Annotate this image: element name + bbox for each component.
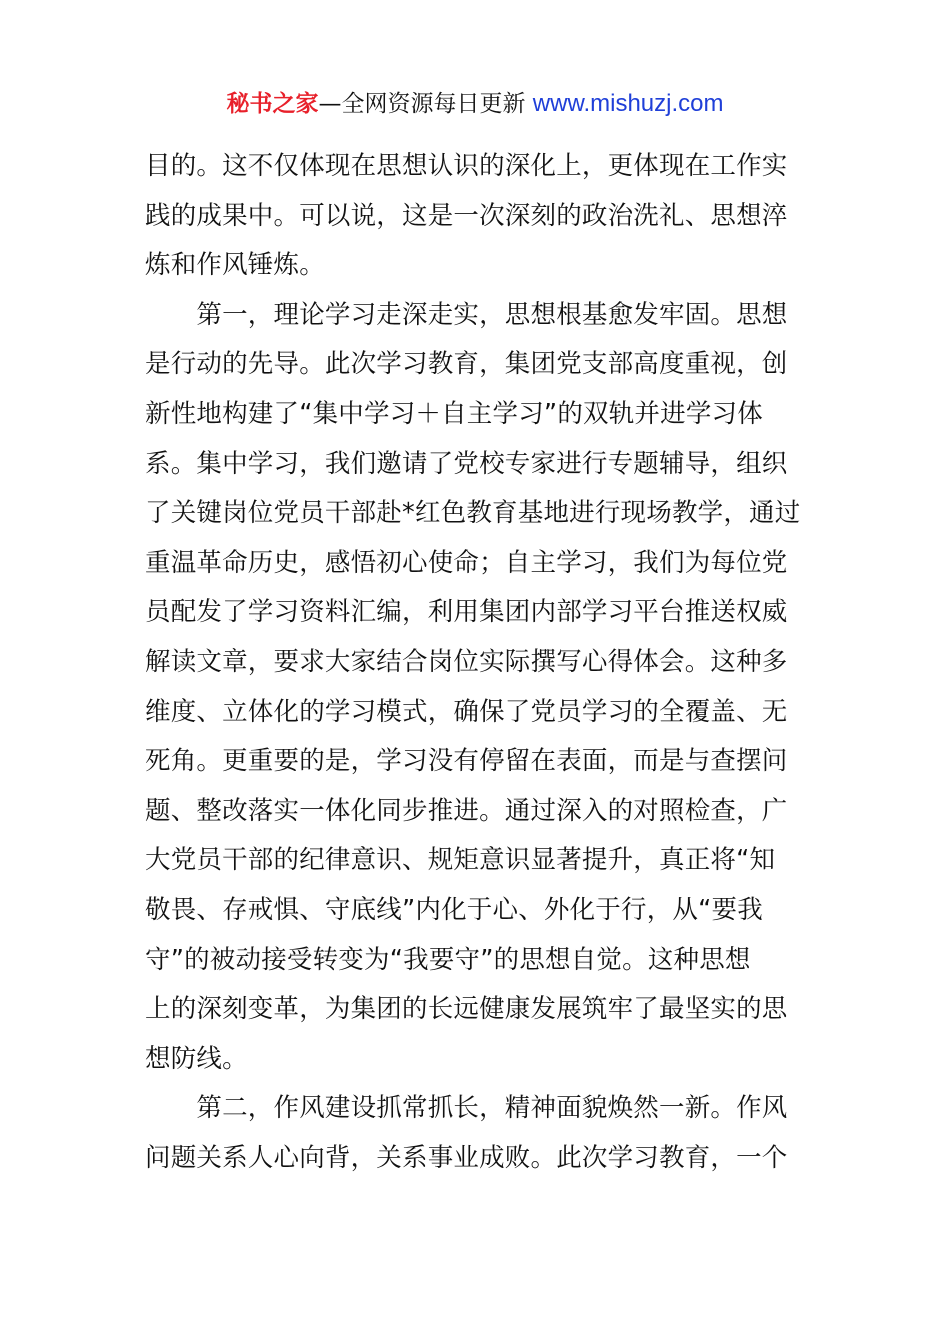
header-brand: 秘书之家 — [226, 91, 319, 117]
text-line: 员配发了学习资料汇编，利用集团内部学习平台推送权威 — [145, 597, 788, 628]
text-line: 第一，理论学习走深走实，思想根基愈发牢固。思想 — [145, 299, 788, 330]
text-line: 了关键岗位党员干部赴*红色教育基地进行现场教学，通过 — [145, 498, 801, 529]
text-line: 目的。这不仅体现在思想认识的深化上，更体现在工作实 — [145, 151, 788, 181]
text-line: 题、整改落实一体化同步推进。通过深入的对照检查，广 — [145, 795, 788, 826]
text-line: 敬畏、存戒惧、守底线”内化于心、外化于行，从“要我 — [145, 894, 763, 925]
document-body — [145, 142, 807, 1183]
text-line: 维度、立体化的学习模式，确保了党员学习的全覆盖、无 — [145, 696, 788, 727]
text-line: 守”的被动接受转变为“我要守”的思想自觉。这种思想 — [145, 944, 751, 975]
text-line: 死角。更重要的是，学习没有停留在表面，而是与查摆问 — [145, 746, 788, 777]
header-tagline: —全网资源每日更新 — [318, 91, 526, 117]
text-line: 系。集中学习，我们邀请了党校专家进行专题辅导，组织 — [145, 448, 788, 479]
text-line: 是行动的先导。此次学习教育，集团党支部高度重视，创 — [145, 349, 788, 380]
text-line: 解读文章，要求大家结合岗位实际撰写心得体会。这种多 — [145, 646, 788, 677]
text-line: 第二，作风建设抓常抓长，精神面貌焕然一新。作风 — [145, 1093, 788, 1124]
text-line: 大党员干部的纪律意识、规矩意识显著提升，真正将“知 — [145, 845, 776, 876]
text-line: 新性地构建了“集中学习＋自主学习”的双轨并进学习体 — [145, 398, 763, 429]
text-line: 问题关系人心向背，关系事业成败。此次学习教育，一个 — [145, 1142, 788, 1173]
page-header — [0, 86, 950, 122]
text-line: 重温革命历史，感悟初心使命；自主学习，我们为每位党 — [145, 547, 788, 578]
text-line: 想防线。 — [145, 1043, 248, 1074]
header-url-link[interactable]: www.mishuzj.com — [532, 90, 724, 117]
text-line: 炼和作风锤炼。 — [145, 250, 325, 281]
text-line: 践的成果中。可以说，这是一次深刻的政治洗礼、思想淬 — [145, 200, 788, 231]
text-line: 上的深刻变革，为集团的长远健康发展筑牢了最坚实的思 — [145, 994, 788, 1025]
